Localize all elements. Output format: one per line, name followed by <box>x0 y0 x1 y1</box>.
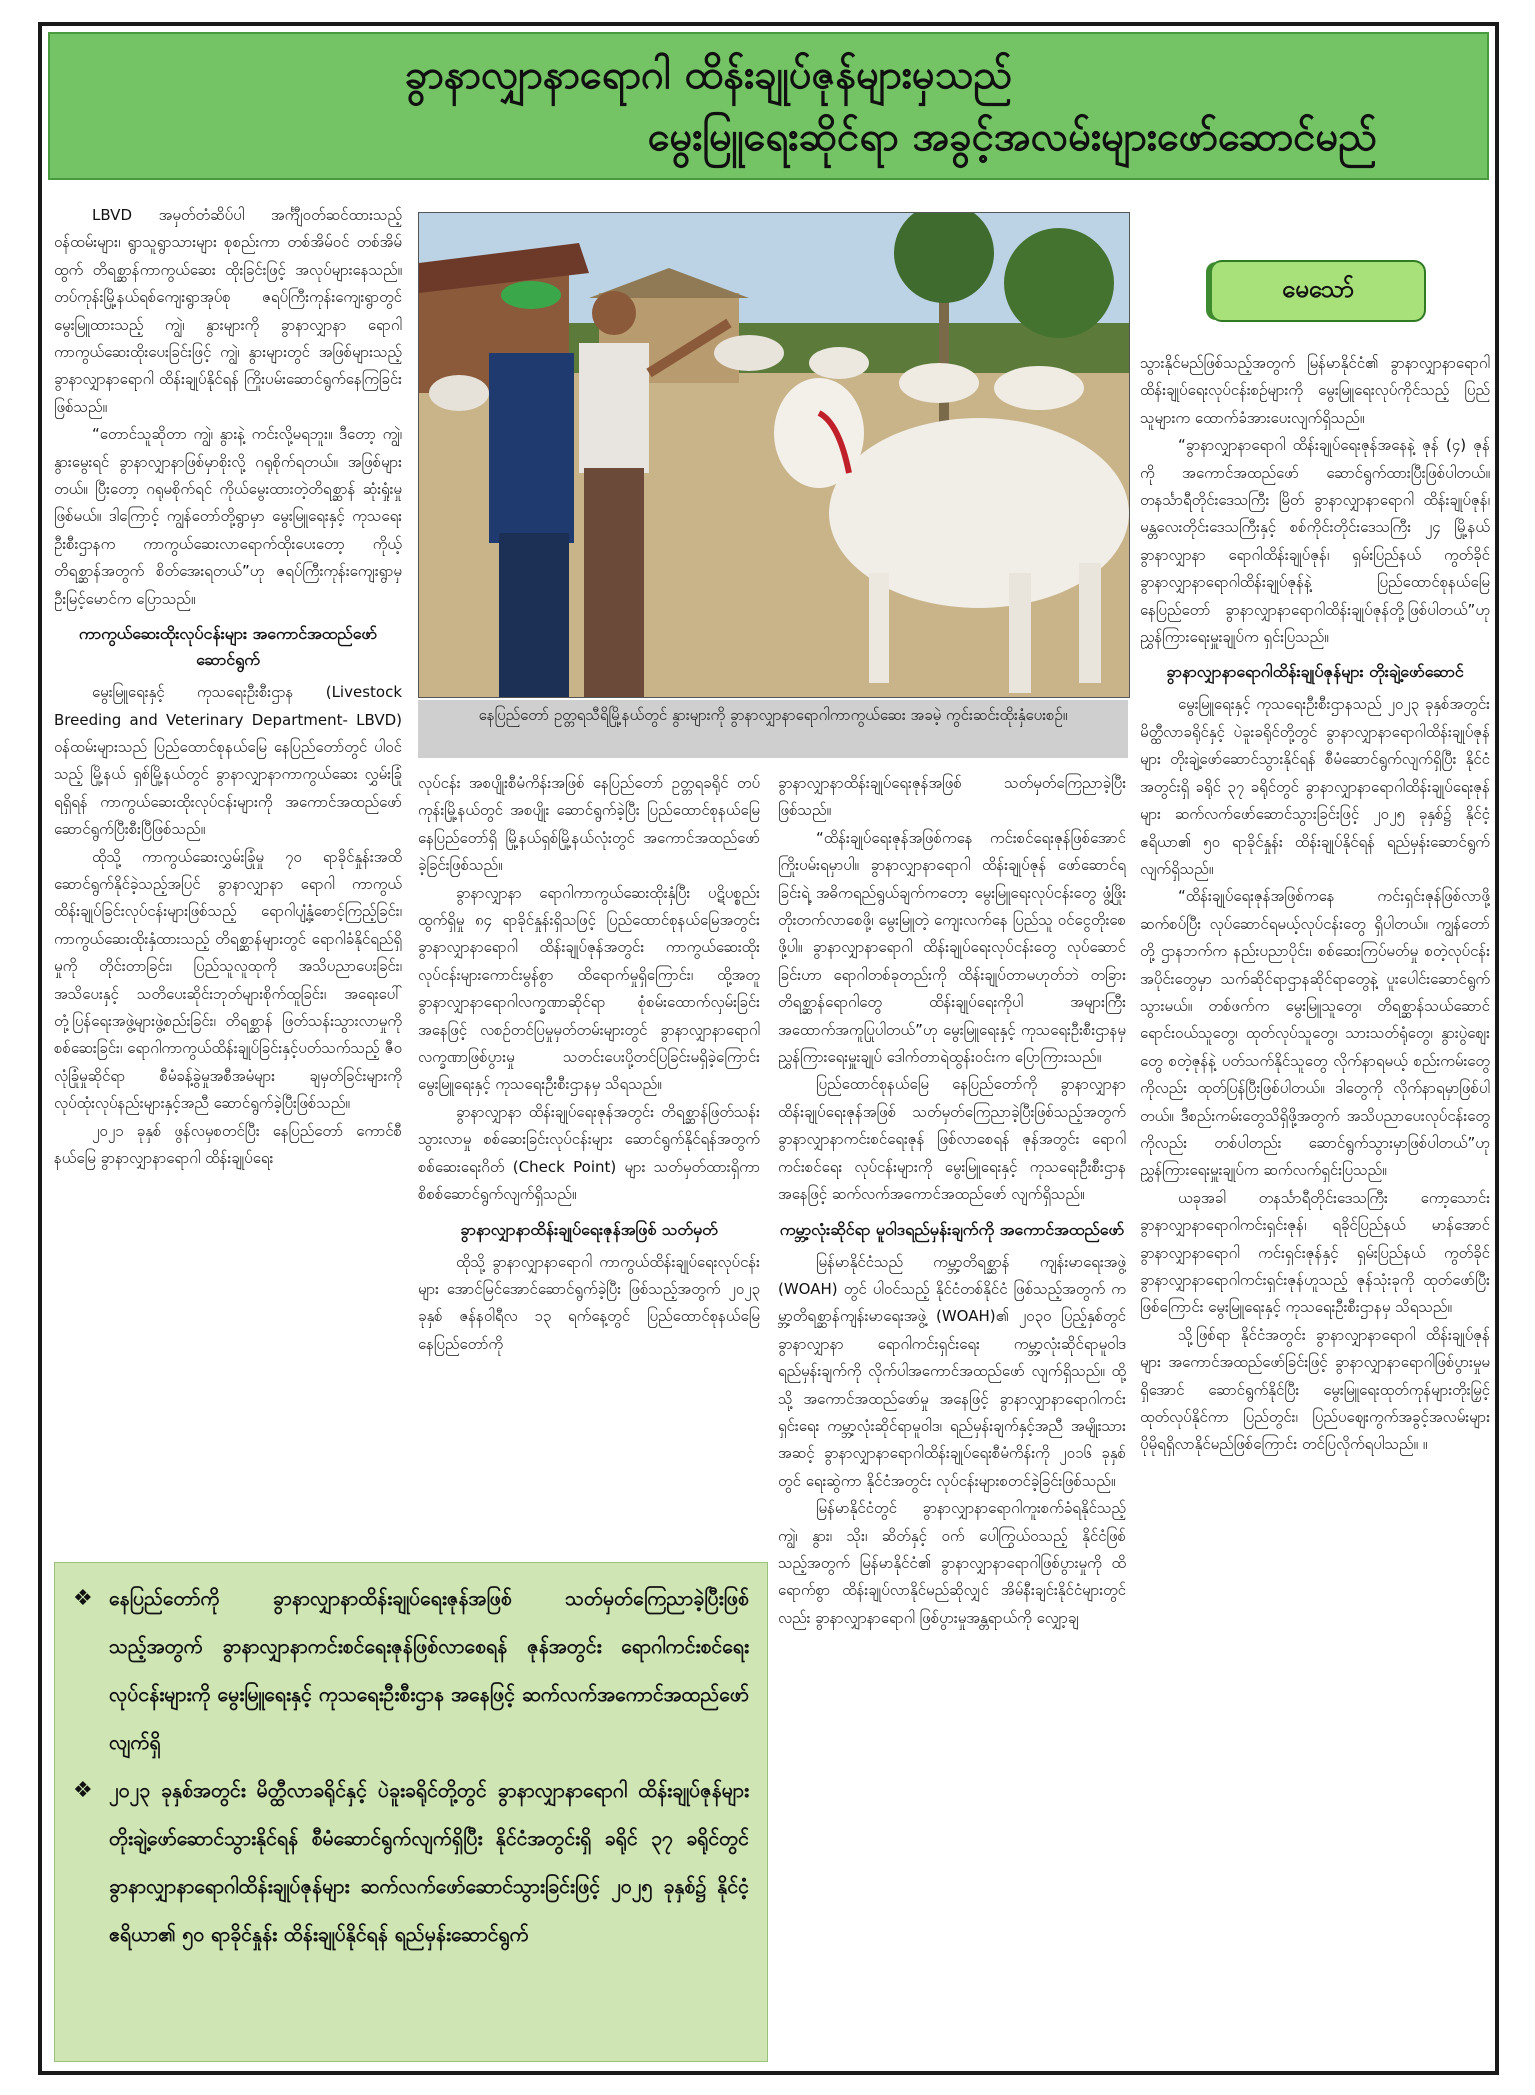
paragraph: “တောင်သူဆိုတာ ကျွဲ၊ နွားနဲ့ ကင်းလို့မရဘူး။ ဒီတော့ ကျွဲ၊ နွားမွေးရင် ခွာနာလျှာနာဖြစ်မှာစိုးလို့ ဂရုစိုက်ရတယ်။ အဖြစ်များတယ်။ ပြီးတော့ ဂရုမစိုက်ရင် ကိုယ်မွေးထားတဲ့တိရစ္ဆာန် ဆုံးရှုံးမှုဖြစ်မယ်။ ဒါကြောင့် ကျွန်တော်တို့ရွာမှာ မွေးမြူရေးနှင့် ကုသရေးဦးစီးဌာနက ကာကွယ်ဆေးလာရောက်ထိုးပေးတော့ ကိုယ့်တိရစ္ဆာန်အတွက် စိတ်အေးရတယ်”ဟု ဇရပ်ကြီးကုန်းကျေးရွာမှ ဦးမြင့်မောင်က ပြောသည်။ <box>54 425 402 608</box>
paragraph: ယခုအခါ တနင်္သာရီတိုင်းဒေသကြီး ကော့သောင်း ခွာနာလျှာနာရောဂါကင်းရှင်းဇုန်၊ ရခိုင်ပြည်နယ် မာန်အောင် ခွာနာလျှာနာရောဂါ ကင်းရှင်းဇုန်နှင့် ရှမ်းပြည်နယ် ကွတ်ခိုင် ခွာနာလျှာနာရောဂါကင်းရှင်းဇုန်ဟူသည့် ဇုန်သုံးခုကို ထုတ်ဖော်ပြီးဖြစ်ကြောင်း မွေးမြူရေးနှင့် ကုသရေးဦးစီးဌာနမှ သိရသည်။ <box>1140 1188 1490 1317</box>
diamond-bullet-icon: ❖ <box>73 1778 93 1803</box>
article-column-1 <box>54 202 402 1547</box>
paragraph: ထိုသို့ ကာကွယ်ဆေးလွှမ်းခြုံမှု ၇၀ ရာခိုင်နှုန်းအထိ ဆောင်ရွက်နိုင်ခဲ့သည့်အပြင် ခွာနာလျှာနာ ရောဂါ ကာကွယ်ထိန်းချုပ်ခြင်းလုပ်ငန်းများဖြစ်သည့် ရောဂါပျံ့နှံ့စောင့်ကြည့်ခြင်း၊ ကာကွယ်ဆေးထိုးနှံထားသည့် တိရစ္ဆာန်များတွင် ရောဂါခံနိုင်ရည်ရှိမှုကို တိုင်းတာခြင်း၊ ပြည်သူလူထုကို အသိပညာပေးခြင်း၊ အသိပေးနှင့် သတိပေးဆိုင်းဘုတ်များစိုက်ထူခြင်း၊ အရေးပေါ်တုံ့ပြန်ရေးအဖွဲ့များဖွဲ့စည်းခြင်း၊ တိရစ္ဆာန် ဖြတ်သန်းသွားလာမှုကို စစ်ဆေးခြင်း၊ ရောဂါကာကွယ်ထိန်းချုပ်ခြင်းနှင့်ပတ်သက်သည့် ဇီဝလုံခြုံမှုဆိုင်ရာ စီမံခန့်ခွဲမှုအစီအမံများ ချမှတ်ခြင်းများကို လုပ်ထုံးလုပ်နည်းများနှင့်အညီ ဆောင်ရွက်ခဲ့ပြီးဖြစ်သည်။ <box>54 847 402 1113</box>
summary-text: နေပြည်တော်ကို ခွာနာလျှာနာထိန်းချုပ်ရေးဇုန်အဖြစ် သတ်မှတ်ကြေညာခဲ့ပြီးဖြစ်သည့်အတွက် ခွာနာလျှာနာကင်းစင်ရေးဇုန်ဖြစ်လာစေရန် ဇုန်အတွင်း ရောဂါကင်းစင်ရေးလုပ်ငန်းများကို မွေးမြူရေးနှင့် ကုသရေးဦးစီးဌာန အနေဖြင့် ဆက်လက်အကောင်အထည်ဖော်လျက်ရှိ <box>109 1587 749 1754</box>
article-column-2 <box>418 770 760 1545</box>
paragraph: မြန်မာနိုင်ငံတွင် ခွာနာလျှာနာရောဂါကူးစက်ခံရနိုင်သည့် ကျွဲ၊ နွား၊ သိုး၊ ဆိတ်နှင့် ဝက် ပေါကြွယ်ဝသည့် နိုင်ငံဖြစ်သည့်အတွက် မြန်မာနိုင်ငံ၏ ခွာနာလျှာနာရောဂါဖြစ်ပွားမှုကို ထိရောက်စွာ ထိန်းချုပ်လာနိုင်မည်ဆိုလျှင် အိမ်နီးချင်းနိုင်ငံများတွင်လည်း ခွာနာလျှာနာရောဂါ ဖြစ်ပွားမှုအန္တရာယ်ကို လျှော့ချ <box>778 1499 1126 1627</box>
paragraph: မြန်မာနိုင်ငံသည် ကမ္ဘာ့တိရစ္ဆာန် ကျန်းမာရေးအဖွဲ့ (WOAH) တွင် ပါဝင်သည့် နိုင်ငံတစ်နိုင်ငံ ဖြစ်သည့်အတွက် ကမ္ဘာ့တိရစ္ဆာန်ကျန်းမာရေးအဖွဲ့ (WOAH)၏ ၂၀၃၀ ပြည့်နှစ်တွင် ခွာနာလျှာနာ ရောဂါကင်းရှင်းရေး ကမ္ဘာ့လုံးဆိုင်ရာမူဝါဒ ရည်မှန်းချက်ကို လိုက်ပါအကောင်အထည်ဖော် လျက်ရှိသည်။ ထို့သို့ အကောင်အထည်ဖော်မှု အနေဖြင့် ခွာနာလျှာနာရောဂါကင်းရှင်းရေး ကမ္ဘာ့လုံးဆိုင်ရာမူဝါဒ၊ ရည်မှန်းချက်နှင့်အညီ အမျိုးသားအဆင့် ခွာနာလျှာနာရောဂါထိန်းချုပ်ရေးစီမံကိန်းကို ၂၀၁၆ ခုနှစ်တွင် ရေးဆွဲကာ နိုင်ငံအတွင်း လုပ်ငန်းများစတင်ခဲ့ခြင်းဖြစ်သည်။ <box>778 1252 1126 1490</box>
article-column-4 <box>1140 350 1490 2065</box>
paragraph: မွေးမြူရေးနှင့် ကုသရေးဦးစီးဌာနသည် ၂၀၂၃ ခုနှစ်အတွင်း မိတ္ထီလာခရိုင်နှင့် ပဲခူးခရိုင်တို့တွင် ခွာနာလျှာနာရောဂါထိန်းချုပ်ဇုန်များ တိုးချဲ့ဖော်ဆောင်သွားနိုင်ရန် စီမံဆောင်ရွက်လျက်ရှိပြီး နိုင်ငံအတွင်းရှိ ခရိုင် ၃၇ ခရိုင်တွင် ခွာနာလျှာနာရောဂါထိန်းချုပ်ရေးဇုန်များ ဆက်လက်ဖော်ဆောင်သွားခြင်းဖြင့် ၂၀၂၅ ခုနှစ်၌ နိုင်ငံ့ဧရိယာ၏ ၅၀ ရာခိုင်နှုန်း ထိန်းချုပ်နိုင်ရန် ရည်မှန်းဆောင်ရွက်လျက်ရှိသည်။ <box>1140 695 1490 878</box>
headline-banner <box>48 32 1489 180</box>
summary-box <box>54 1562 768 2062</box>
paragraph: ၂၀၂၁ ခုနှစ် ဖွန်လမှစတင်ပြီး နေပြည်တော် ကောင်စီနယ်မြေ ခွာနာလျှာနာရောဂါ ထိန်းချုပ်ရေး <box>54 1121 402 1167</box>
article-column-3 <box>778 770 1126 2065</box>
news-photo <box>418 212 1130 698</box>
diamond-bullet-icon: ❖ <box>73 1586 93 1611</box>
paragraph: မွေးမြူရေးနှင့် ကုသရေးဦးစီးဌာန (Livestock Breeding and Veterinary Department- LBVD) ဝန်ထမ်းများသည် ပြည်ထောင်စုနယ်မြေ နေပြည်တော်တွင် ပါဝင်သည့် မြို့နယ် ရှစ်မြို့နယ်တွင် ခွာနာလျှာနာကာကွယ်ဆေး လွှမ်းခြုံရရှိရန် ကာကွယ်ဆေးထိုးလုပ်ငန်းများကို အကောင်အထည်ဖော် ဆောင်ရွက်ပြီးစီးပြီဖြစ်သည်။ <box>54 683 402 839</box>
paragraph: “ထိန်းချုပ်ရေးဇုန်အဖြစ်ကနေ ကင်းရှင်းဇုန်ဖြစ်လာဖို့ ဆက်စပ်ပြီး လုပ်ဆောင်ရမယ့်လုပ်ငန်းတွေ ရှိပါတယ်။ ကျွန်တော်တို့ ဌာနဘက်က နည်းပညာပိုင်း၊ စစ်ဆေးကြပ်မတ်မှု စတဲ့လုပ်ငန်းအပိုင်းတွေမှာ သက်ဆိုင်ရာဌာနဆိုင်ရာတွေနဲ့ ပူးပေါင်းဆောင်ရွက်သွားမယ်။ တစ်ဖက်က မွေးမြူသူတွေ၊ တိရစ္ဆာန်သယ်ဆောင်ရောင်းဝယ်သူတွေ၊ ထုတ်လုပ်သူတွေ၊ သားသတ်ရုံတွေ၊ နွားပွဲစျေးတွေ စတဲ့ဇုန်နဲ့ ပတ်သက်နိုင်သူတွေ လိုက်နာရမယ့် စည်းကမ်းတွေကိုလည်း ထုတ်ပြန်ပြီးဖြစ်ပါတယ်။ ဒါတွေကို လိုက်နာရမှာဖြစ်ပါတယ်။ ဒီစည်းကမ်းတွေသိရှိဖို့အတွက် အသိပညာပေးလုပ်ငန်းတွေကိုလည်း တစ်ပါတည်း ဆောင်ရွက်သွားမှာဖြစ်ပါတယ်”ဟု ညွှန်ကြားရေးမှူးချုပ်က ဆက်လက်ရှင်းပြသည်။ <box>1140 887 1490 1180</box>
subheading: ခွာနာလျှာနာထိန်းချုပ်ရေးဇုန်အဖြစ် သတ်မှတ် <box>460 1219 718 1239</box>
photo-caption: နေပြည်တော် ဥတ္တရသီရိမြို့နယ်တွင် နွားများကို ခွာနာလျှာနာရောဂါကာကွယ်ဆေး အခမဲ့ ကွင်းဆင်းထိုးနှံပေးစဉ်။ <box>418 700 1128 758</box>
subheading: ခွာနာလျှာနာရောဂါထိန်းချုပ်ဇုန်များ တိုးချဲ့ဖော်ဆောင် <box>1166 662 1464 682</box>
summary-text: ၂၀၂၃ ခုနှစ်အတွင်း မိတ္ထီလာခရိုင်နှင့် ပဲခူးခရိုင်တို့တွင် ခွာနာလျှာနာရောဂါ ထိန်းချုပ်ဇုန်များ တိုးချဲ့ဖော်ဆောင်သွားနိုင်ရန် စီမံဆောင်ရွက်လျက်ရှိပြီး နိုင်ငံအတွင်းရှိ ခရိုင် ၃၇ ခရိုင်တွင် ခွာနာလျှာနာရောဂါထိန်းချုပ်ဇုန်များ ဆက်လက်ဖော်ဆောင်သွားခြင်းဖြင့် ၂၀၂၅ ခုနှစ်၌ နိုင်ငံ့ဧရိယာ၏ ၅၀ ရာခိုင်နှုန်း ထိန်းချုပ်နိုင်ရန် ရည်မှန်းဆောင်ရွက် <box>109 1779 749 1946</box>
paragraph: “ခွာနာလျှာနာရောဂါ ထိန်းချုပ်ရေးဇုန်အနေနဲ့ ဇုန် (၄) ဇုန်ကို အကောင်အထည်ဖော် ဆောင်ရွက်ထားပြီးဖြစ်ပါတယ်။ တနင်္သာရီတိုင်းဒေသကြီး မြိတ် ခွာနာလျှာနာရောဂါ ထိန်းချုပ်ဇုန်၊ မန္တလေးတိုင်းဒေသကြီးနှင့် စစ်ကိုင်းတိုင်းဒေသကြီး ၂၄ မြို့နယ် ခွာနာလျှာနာ ရောဂါထိန်းချုပ်ဇုန်၊ ရှမ်းပြည်နယ် ကွတ်ခိုင် ခွာနာလျှာနာရောဂါထိန်းချုပ်ဇုန်နဲ့ ပြည်ထောင်စုနယ်မြေ နေပြည်တော် ခွာနာလျှာနာရောဂါထိန်းချုပ်ဇုန်တို့ဖြစ်ပါတယ်”ဟု ညွှန်ကြားရေးမှူးချုပ်က ရှင်းပြသည်။ <box>1140 436 1490 647</box>
paragraph: ခွာနာလျှာနာ ထိန်းချုပ်ရေးဇုန်အတွင်း တိရစ္ဆာန်ဖြတ်သန်းသွားလာမှု စစ်ဆေးခြင်းလုပ်ငန်းများ ဆောင်ရွက်နိုင်ရန်အတွက် စစ်ဆေးရေးဂိတ် (Check Point) များ သတ်မှတ်ထားရှိကာ စိစစ်ဆောင်ရွက်လျက်ရှိသည်။ <box>418 1102 760 1204</box>
paragraph: ခွာနာလျှာနာထိန်းချုပ်ရေးဇုန်အဖြစ် သတ်မှတ်ကြေညာခဲ့ပြီးဖြစ်သည်။ <box>778 774 1126 820</box>
author-tag: မေသော် <box>1212 262 1424 320</box>
paragraph: “ထိန်းချုပ်ရေးဇုန်အဖြစ်ကနေ ကင်းစင်ရေးဇုန်ဖြစ်အောင် ကြိုးပမ်းရမှာပါ။ ခွာနာလျှာနာရောဂါ ထိန်းချုပ်ဇုန် ဖော်ဆောင်ရခြင်းရဲ့ အဓိကရည်ရွယ်ချက်ကတော့ မွေးမြူရေးလုပ်ငန်းတွေ ဖွံ့ဖြိုးတိုးတက်လာစေဖို့၊ မွေးမြူတဲ့ ကျေးလက်နေ ပြည်သူ ဝင်ငွေတိုးစေဖို့ပါ။ ခွာနာလျှာနာရောဂါ ထိန်းချုပ်ရေးလုပ်ငန်းတွေ လုပ်ဆောင်ခြင်းဟာ ရောဂါတစ်ခုတည်းကို ထိန်းချုပ်တာမဟုတ်ဘဲ တခြား တိရစ္ဆာန်ရောဂါတွေ ထိန်းချုပ်ရေးကိုပါ အများကြီးအထောက်အကူပြုပါတယ်”ဟု မွေးမြူရေးနှင့် ကုသရေးဦးစီးဌာနမှ ညွှန်ကြားရေးမှူးချုပ် ဒေါက်တာရဲထွန်းဝင်းက ပြောကြားသည်။ <box>778 828 1126 1067</box>
paragraph: သို့ဖြစ်ရာ နိုင်ငံအတွင်း ခွာနာလျှာနာရောဂါ ထိန်းချုပ်ဇုန်များ အကောင်အထည်ဖော်ခြင်းဖြင့် ခွာနာလျှာနာရောဂါဖြစ်ပွားမှုမရှိအောင် ဆောင်ရွက်နိုင်ပြီး မွေးမြူရေးထုတ်ကုန်များတိုးမြှင့်ထုတ်လုပ်နိုင်ကာ ပြည်တွင်း၊ ပြည်ပဈေးကွက်အခွင့်အလမ်းများ ပိုမိုရရှိလာနိုင်မည်ဖြစ်ကြောင်း တင်ပြလိုက်ရပါသည်။ ။ <box>1140 1325 1490 1454</box>
headline-line-1: ခွာနာလျှာနာရောဂါ ထိန်းချုပ်ဇုန်များမှသည် <box>404 52 1013 98</box>
paragraph: LBVD အမှတ်တံဆိပ်ပါ အင်္ကျီဝတ်ဆင်ထားသည့် ဝန်ထမ်းများ၊ ရွာသူရွာသားများ စုစည်းကာ တစ်အိမ်ဝင် တစ်အိမ်ထွက် တိရစ္ဆာန်ကာကွယ်ဆေး ထိုးခြင်းဖြင့် အလုပ်များနေသည်။ တပ်ကုန်းမြို့နယ်ရစ်ကျေးရွာအုပ်စု ဇရပ်ကြီးကုန်းကျေးရွာတွင် မွေးမြူထားသည့် ကျွဲ၊ နွားများကို ခွာနာလျှာနာ ရောဂါကာကွယ်ဆေးထိုးပေးခြင်းဖြင့် ကျွဲ၊ နွားများတွင် အဖြစ်များသည့် ခွာနာလျှာနာရောဂါ ထိန်းချုပ်နိုင်ရန် ကြိုးပမ်းဆောင်ရွက်နေကြခြင်းဖြစ်သည်။ <box>54 206 402 416</box>
subheading: ကာကွယ်ဆေးထိုးလုပ်ငန်းများ အကောင်အထည်ဖော်ဆောင်ရွက် <box>78 624 378 670</box>
headline-line-2: မွေးမြူရေးဆိုင်ရာ အခွင့်အလမ်းများဖော်ဆောင်မည် <box>647 114 1377 160</box>
paragraph: ခွာနာလျှာနာ ရောဂါကာကွယ်ဆေးထိုးနှံပြီး ပဋိပစ္စည်းထွက်ရှိမှု ၈၄ ရာခိုင်နှုန်းရှိသဖြင့် ပြည်ထောင်စုနယ်မြေအတွင်း ခွာနာလျှာနာရောဂါ ထိန်းချုပ်ဇုန်အတွင်း ကာကွယ်ဆေးထိုးလုပ်ငန်းများကောင်းမွန်စွာ ထိရောက်မှုရှိကြောင်း၊ ထို့အတူ ခွာနာလျှာနာရောဂါလက္ခဏာဆိုင်ရာ စုံစမ်းထောက်လှမ်းခြင်းအနေဖြင့် လစဉ်တင်ပြမှုမှတ်တမ်းများတွင် ခွာနာလျှာနာရောဂါလက္ခဏာဖြစ်ပွားမှု သတင်းပေးပို့တင်ပြခြင်းမရှိခဲ့ကြောင်း မွေးမြူရေးနှင့် ကုသရေးဦးစီးဌာနမှ သိရသည်။ <box>418 883 760 1094</box>
paragraph: ထိုသို့ ခွာနာလျှာနာရောဂါ ကာကွယ်ထိန်းချုပ်ရေးလုပ်ငန်းများ အောင်မြင်အောင်ဆောင်ရွက်ခဲ့ပြီး ဖြစ်သည့်အတွက် ၂၀၂၃ ခုနှစ် ဇန်နဝါရီလ ၁၃ ရက်နေ့တွင် ပြည်ထောင်စုနယ်မြေ နေပြည်တော်ကို <box>418 1252 760 1353</box>
paragraph: သွားနိုင်မည်ဖြစ်သည့်အတွက် မြန်မာနိုင်ငံ၏ ခွာနာလျှာနာရောဂါ ထိန်းချုပ်ရေးလုပ်ငန်းစဉ်များကို မွေးမြူရေးလုပ်ကိုင်သည့် ပြည်သူများက ထောက်ခံအားပေးလျက်ရှိသည်။ <box>1140 354 1490 427</box>
summary-item <box>73 1575 749 1767</box>
subheading: ကမ္ဘာ့လုံးဆိုင်ရာ မူဝါဒရည်မှန်းချက်ကို အကောင်အထည်ဖော် <box>779 1219 1125 1239</box>
summary-item <box>73 1767 749 1959</box>
paragraph: ပြည်ထောင်စုနယ်မြေ နေပြည်တော်ကို ခွာနာလျှာနာထိန်းချုပ်ရေးဇုန်အဖြစ် သတ်မှတ်ကြေညာခဲ့ပြီးဖြစ်သည့်အတွက် ခွာနာလျှာနာကင်းစင်ရေးဇုန် ဖြစ်လာစေရန် ဇုန်အတွင်း ရောဂါကင်းစင်ရေး လုပ်ငန်းများကို မွေးမြူရေးနှင့် ကုသရေးဦးစီးဌာန အနေဖြင့် ဆက်လက်အကောင်အထည်ဖော် လျက်ရှိသည်။ <box>778 1075 1126 1204</box>
paragraph: လုပ်ငန်း အစပျိုးစီမံကိန်းအဖြစ် နေပြည်တော် ဥတ္တရခရိုင် တပ်ကုန်းမြို့နယ်တွင် အစပျိုး ဆောင်ရွက်ခဲ့ပြီး ပြည်ထောင်စုနယ်မြေ နေပြည်တော်ရှိ မြို့နယ်ရှစ်မြို့နယ်လုံးတွင် အကောင်အထည်ဖော်ခဲ့ခြင်းဖြစ်သည်။ <box>418 774 760 875</box>
cattle-vaccination-image <box>419 213 1129 697</box>
